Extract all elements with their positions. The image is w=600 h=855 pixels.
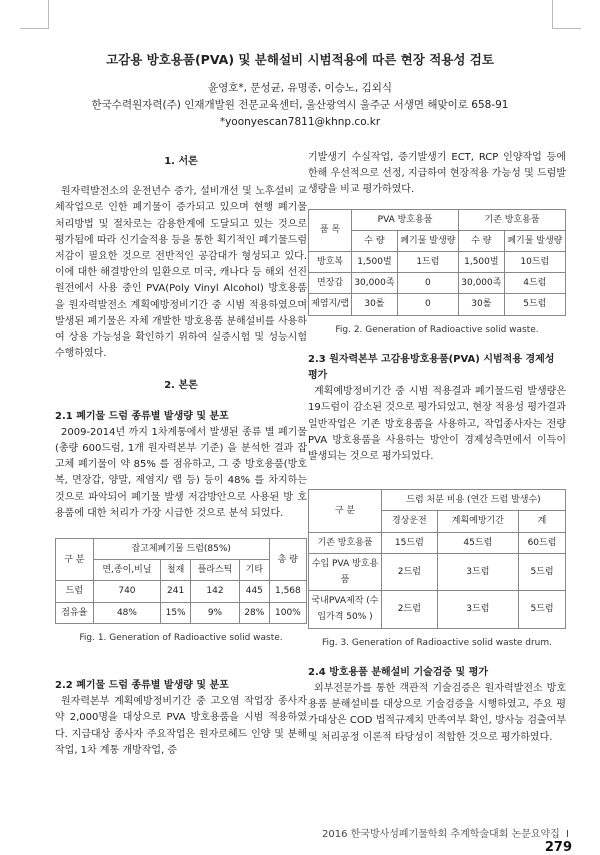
fig1-cell: 445 xyxy=(239,581,269,602)
fig3-col: 계 xyxy=(519,511,566,532)
fig2-cell: 10드럼 xyxy=(504,252,565,273)
fig3-cell: 2드럼 xyxy=(382,553,438,590)
fig1-cell: 740 xyxy=(93,581,161,602)
fig2-cell: 4드럼 xyxy=(504,273,565,294)
subsection-heading-2-4: 2.4 방호용품 분해설비 기술검증 및 평가 xyxy=(308,666,489,678)
fig3-col: 경상운전 xyxy=(382,511,438,532)
fig1-header-group: 구 분 xyxy=(56,539,94,581)
fig2-sub: 폐기물 발생량 xyxy=(397,230,458,251)
section-heading-body: 2. 본론 xyxy=(164,380,198,392)
table-row xyxy=(56,581,307,602)
intro-paragraph: 원자력발전소의 운전년수 증가, 설비개선 및 노후설비 교체작업으로 인한 폐기물이 증가되고 있으며 현행 폐기물 처리방법 및 절차로는 감용한계에 도달되고 있는 것으로 평가됨에 따라 신기술적용 등을 통한 획기적인 폐기물드럼저감이 필요한 것으로 전반적인 공감대가 형성되고 있다. 이에 대한 해결방안의 일환으로 미국, 캐나다 등 해외 선진원전에서 사용 중인 PVA(Poly Vinyl Alcohol) 방호용품을 원자력발전소 계획예방정비기간 중 시범 적용하였으며 발생된 폐기물은 자체 개발한 방호용품 분해설비를 사용하여 상용 가능성을 확인하기 위하여 실증시험 및 성능시험 수행하였다. xyxy=(55,186,307,360)
author-names: 윤영호*, 문성균, 유명종, 이승노, 김외식 xyxy=(207,82,393,94)
fig1-cell: 241 xyxy=(161,581,191,602)
table-row xyxy=(56,602,307,623)
author-email: *yoonyescan7811@khnp.co.kr xyxy=(219,116,381,128)
fig3-cell: 60드럼 xyxy=(519,532,566,553)
fig1-cell: 1,568 xyxy=(269,581,306,602)
paper-title: 고감용 방호용품(PVA) 및 분해설비 시범적용에 따른 현장 적용성 검토 xyxy=(106,52,494,67)
author-affiliation: 한국수력원자력(주) 인재개발원 전문교육센터, 울산광역시 울주군 서생면 해맞이로 658-91 xyxy=(91,99,509,111)
fig3-col: 계획예방기간 xyxy=(437,511,518,532)
fig1-cell: 드럼 xyxy=(56,581,94,602)
fig1-cell: 48% xyxy=(93,602,161,623)
crop-mark-right xyxy=(552,0,581,29)
fig3-header-group: 구 분 xyxy=(309,490,382,532)
fig1-cell: 100% xyxy=(269,602,306,623)
fig2-header-item: 품 목 xyxy=(309,209,352,251)
page-number: 279 xyxy=(544,840,572,855)
fig2-cell: 30롤 xyxy=(352,294,398,315)
fig2-header-pva: PVA 방호용품 xyxy=(352,209,459,230)
fig3-cell: 기존 방호용품 xyxy=(309,532,382,553)
fig2-cell: 면장갑 xyxy=(309,273,352,294)
fig1-cell: 142 xyxy=(191,581,240,602)
right-column xyxy=(308,150,566,746)
footer-text: 2016 한국방사성폐기물학회 추계학술대회 논문요약집 xyxy=(322,829,560,840)
fig1-cell: 28% xyxy=(239,602,269,623)
fig1-header-main: 잡고체폐기물 드럼(85%) xyxy=(93,539,269,560)
fig2-sub: 수 량 xyxy=(352,230,398,251)
table-row xyxy=(309,591,566,628)
subsection-heading-2-1: 2.1 폐기물 드럼 종류별 발생량 및 분포 xyxy=(55,410,229,422)
fig3-cell: 2드럼 xyxy=(382,591,438,628)
fig3-cell: 5드럼 xyxy=(519,553,566,590)
fig2-caption: Fig. 2. Generation of Radioactive solid waste. xyxy=(335,324,539,335)
fig3-caption: Fig. 3. Generation of Radioactive solid waste drum. xyxy=(321,637,553,648)
fig1-col: 면,종이,비닐 xyxy=(93,560,161,581)
subsection-heading-2-3: 2.3 원자력본부 고감용방호용품(PVA) 시범적용 경제성 평가 xyxy=(308,353,555,382)
fig2-cell: 5드럼 xyxy=(504,294,565,315)
fig1-col: 철재 xyxy=(161,560,191,581)
author-block xyxy=(0,80,600,131)
footer-separator: I xyxy=(566,829,569,840)
fig2-sub: 수 량 xyxy=(459,230,505,251)
subsection-2-1-paragraph: 2009-2014년 까지 1차계통에서 발생된 종류 별 폐기물(총량 600드럼, 1개 원자력본부 기준) 을 분석한 결과 잡고체 폐기물이 약 85% 를 점유하고, 그 중 방호용품(방호복, 면장갑, 양말, 제염지/ 랩 등) 등이 48% 를 차지하는 것으로 파악되어 폐기물 발생 저감방안으로 사용된 방 호용품에 대한 처리가 가장 시급한 것으로 분석 되었다. xyxy=(55,426,307,519)
table-row xyxy=(309,294,566,315)
fig2-cell: 30,000족 xyxy=(352,273,398,294)
fig2-cell: 제염지/랩 xyxy=(309,294,352,315)
fig1-cell: 15% xyxy=(161,602,191,623)
fig2-table xyxy=(308,209,566,316)
page-footer xyxy=(300,825,572,855)
subsection-2-2-paragraph: 원자력본부 계획예방정비기간 중 고오염 작업장 종사자 약 2,000명을 대상으로 PVA 방호용품을 시범 적용하였다. 지급대상 종사자 주요작업은 원자로헤드 인양 및 분해작업, 1차 계통 개방작업, 증 xyxy=(55,696,307,756)
fig2-cell: 0 xyxy=(397,294,458,315)
table-row xyxy=(309,252,566,273)
section-heading-intro: 1. 서론 xyxy=(164,156,198,167)
subsection-heading-2-2: 2.2 폐기물 드럼 종류별 발생량 및 분포 xyxy=(55,680,229,692)
table-row xyxy=(309,532,566,553)
fig1-cell: 9% xyxy=(191,602,240,623)
fig2-cell: 30롤 xyxy=(459,294,505,315)
fig2-cell: 1드럼 xyxy=(397,252,458,273)
fig2-cell: 1,500벌 xyxy=(352,252,398,273)
subsection-2-3-paragraph: 계획예방정비기간 중 시범 적용결과 폐기물드럼 발생량은 19드럼이 감소된 것으로 평가되었고, 현장 적용성 평가결과 일반작업은 기존 방호용품을 사용하고, 작업종사자는 전량 PVA 방호용품을 사용하는 방안이 경제성측면에서 이득이 발생되는 것으로 평가되었다. xyxy=(308,386,566,463)
fig2-cell: 방호복 xyxy=(309,252,352,273)
fig2-header-old: 기존 방호용품 xyxy=(459,209,566,230)
fig3-cell: 3드럼 xyxy=(437,591,518,628)
subsection-2-2-continued: 기발생기 수실작업, 증기발생기 ECT, RCP 인양작업 등에 한해 우선적으로 선정, 지급하여 현장적용 가능성 및 드럼발생량을 비교 평가하였다. xyxy=(308,152,566,196)
left-column xyxy=(55,150,307,759)
fig2-cell: 0 xyxy=(397,273,458,294)
fig1-table xyxy=(55,538,307,624)
fig3-cell: 5드럼 xyxy=(519,591,566,628)
fig1-col: 기타 xyxy=(239,560,269,581)
fig1-caption: Fig. 1. Generation of Radioactive solid waste. xyxy=(79,632,283,643)
table-row xyxy=(309,553,566,590)
fig2-cell: 1,500벌 xyxy=(459,252,505,273)
fig3-cell: 수입 PVA 방호용품 xyxy=(309,553,382,590)
table-row xyxy=(309,273,566,294)
subsection-2-4-paragraph: 외부전문가를 통한 객관적 기술검증은 원자력발전소 방호용품 분해설비를 대상으로 기술검증을 시행하였고, 주요 평가대상은 COD 법적규제치 만족여부 확인, 방사능 검출여부 및 처리공정 이론적 타당성이 적합한 것으로 평가하였다. xyxy=(308,683,566,743)
fig3-cell: 45드럼 xyxy=(437,532,518,553)
fig3-cell: 3드럼 xyxy=(437,553,518,590)
fig3-table xyxy=(308,489,566,628)
fig3-header-main: 드럼 처분 비용 (연간 드럼 발생수) xyxy=(382,490,566,511)
fig1-header-total: 총 량 xyxy=(269,539,306,581)
fig3-cell: 15드럼 xyxy=(382,532,438,553)
fig2-sub: 폐기물 발생량 xyxy=(504,230,565,251)
fig3-cell: 국내PVA제작 (수입가격 50% ) xyxy=(309,591,382,628)
fig1-col: 플라스틱 xyxy=(191,560,240,581)
fig2-cell: 30,000족 xyxy=(459,273,505,294)
fig1-cell: 점유율 xyxy=(56,602,94,623)
crop-mark-left xyxy=(20,0,49,29)
